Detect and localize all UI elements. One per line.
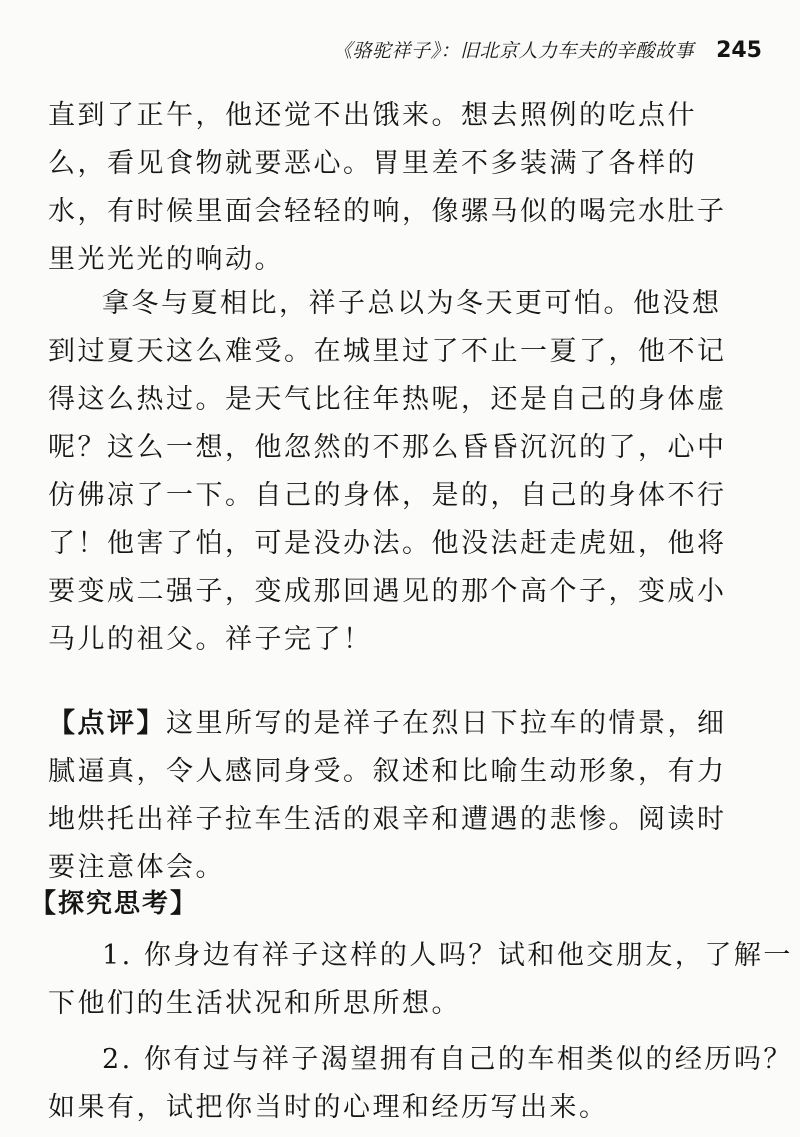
paragraph-line: 里光光光的响动。 xyxy=(48,244,284,275)
inquiry-questions xyxy=(48,932,793,1132)
paragraph-line: 直到了正午，他还觉不出饿来。想去照例的吃点什 xyxy=(48,100,697,131)
question-1-line: 下他们的生活状况和所思所想。 xyxy=(48,988,461,1019)
question-2-line: 2. 你有过与祥子渴望拥有自己的车相类似的经历吗？ xyxy=(102,1044,793,1075)
paragraph-line: 仿佛凉了一下。自己的身体，是的，自己的身体不行 xyxy=(48,480,727,511)
paragraph-line: 拿冬与夏相比，祥子总以为冬天更可怕。他没想 xyxy=(102,288,722,319)
commentary-tag: 【点评】 xyxy=(48,708,166,739)
question-1-line: 1. 你身边有祥子这样的人吗？试和他交朋友，了解一 xyxy=(102,940,793,971)
page-number: 245 xyxy=(716,38,762,63)
commentary-line: 地烘托出祥子拉车生活的艰辛和遭遇的悲惨。阅读时 xyxy=(48,804,727,835)
paragraph-2 xyxy=(48,280,776,664)
paragraph-line: 了！他害了怕，可是没办法。他没法赶走虎妞，他将 xyxy=(48,528,727,559)
paragraph-line: 呢？这么一想，他忽然的不那么昏昏沉沉的了，心中 xyxy=(48,432,727,463)
paragraph-line: 得这么热过。是天气比往年热呢，还是自己的身体虚 xyxy=(48,384,727,415)
paragraph-line: 马儿的祖父。祥子完了！ xyxy=(48,624,373,655)
paragraph-line: 要变成二强子，变成那回遇见的那个高个子，变成小 xyxy=(48,576,727,607)
inquiry-heading: 【探究思考】 xyxy=(30,889,199,919)
paragraph-line: 么，看见食物就要恶心。胃里差不多装满了各样的 xyxy=(48,148,697,179)
paragraph-line: 水，有时候里面会轻轻的响，像骡马似的喝完水肚子 xyxy=(48,196,727,227)
commentary-first-line xyxy=(48,700,776,748)
paragraph-line: 到过夏天这么难受。在城里过了不止一夏了，他不记 xyxy=(48,336,727,367)
paragraph-1 xyxy=(48,92,776,284)
commentary-text: 这里所写的是祥子在烈日下拉车的情景，细 xyxy=(166,708,727,739)
commentary xyxy=(48,700,776,892)
header-title: 《骆驼祥子》：旧北京人力车夫的辛酸故事 xyxy=(333,40,695,62)
commentary-line: 腻逼真，令人感同身受。叙述和比喻生动形象，有力 xyxy=(48,756,727,787)
commentary-line: 要注意体会。 xyxy=(48,852,225,883)
running-header xyxy=(240,36,762,66)
question-2-line: 如果有，试把你当时的心理和经历写出来。 xyxy=(48,1092,609,1123)
